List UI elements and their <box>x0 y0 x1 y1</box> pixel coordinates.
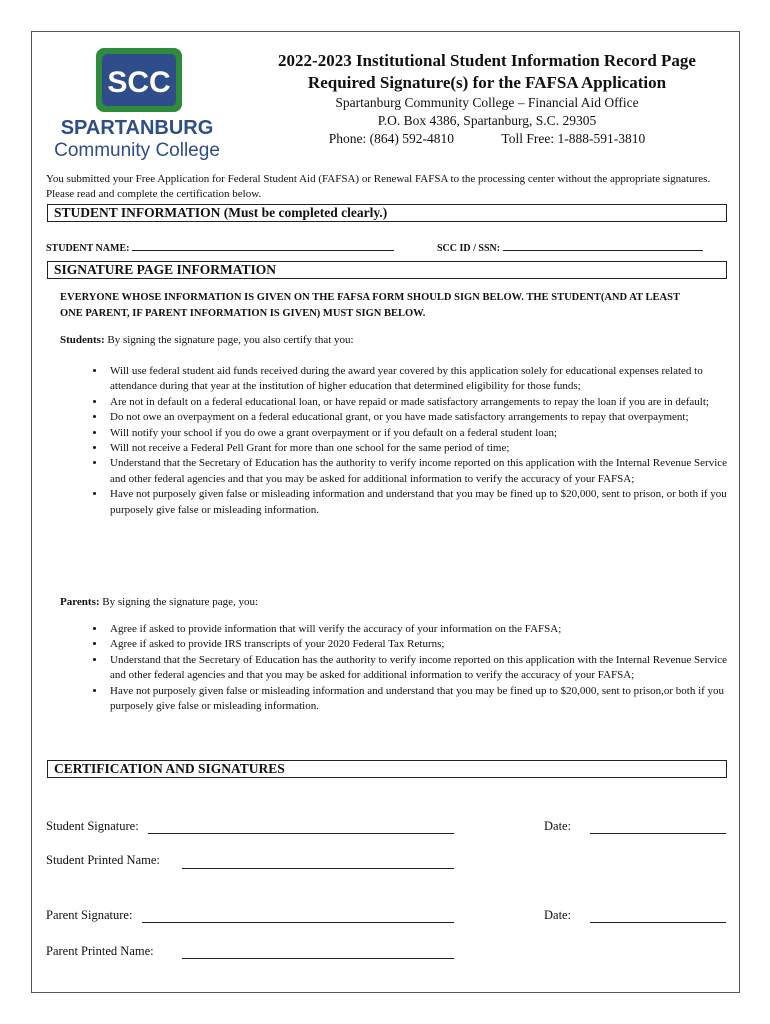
scc-logo-mark <box>52 46 222 162</box>
list-item: • Have not purposely given false or misleading information and understand that you may be fined up to $20,000, sent to prison, or both if you purposely give false or misleading information. <box>106 487 740 518</box>
student-printed-name-field[interactable] <box>182 868 454 869</box>
scc-id-label: SCC ID / SSN: <box>437 243 501 254</box>
parent-certification-list <box>88 622 740 714</box>
student-signature-field[interactable] <box>148 833 454 834</box>
parent-printed-name-label: Parent Printed Name: <box>46 944 154 958</box>
parent-date-label: Date: <box>544 908 572 922</box>
list-item: • Understand that the Secretary of Education has the authority to verify income reported on this application with the Internal Revenue Service and other federal agencies and that you may be asked for additional information to verify the accuracy of your FAFSA; <box>106 653 740 684</box>
list-item: • Are not in default on a federal educational loan, or have repaid or made satisfactory arrangements to repay the loan if you are in default; <box>106 395 740 410</box>
scc-id-row <box>437 240 703 254</box>
phone-number: Phone: (864) 592-4810 <box>328 131 455 146</box>
students-label: Students: <box>60 334 105 346</box>
student-name-field[interactable] <box>132 240 394 251</box>
page-title: 2022-2023 Institutional Student Information Record Page <box>278 51 696 70</box>
logo-word-2: Community College <box>54 140 220 161</box>
list-item: • Understand that the Secretary of Education has the authority to verify income reported on this application with the Internal Revenue Service and other federal agencies and that you may be asked for additional information to verify the accuracy of your FAFSA; <box>106 456 740 487</box>
form-page <box>31 31 740 993</box>
parent-date-field[interactable] <box>590 922 726 923</box>
scc-logo <box>52 46 222 162</box>
page-subtitle: Required Signature(s) for the FAFSA Application <box>307 73 667 92</box>
students-text: By signing the signature page, you also certify that you: <box>104 334 354 346</box>
students-intro <box>60 334 354 346</box>
header <box>242 50 732 148</box>
office-address: P.O. Box 4386, Spartanburg, S.C. 29305 <box>377 113 597 128</box>
student-date-label: Date: <box>544 819 572 833</box>
office-name: Spartanburg Community College – Financial Aid Office <box>335 95 639 110</box>
list-item: • Will use federal student aid funds received during the award year covered by this application solely for educational expenses related to attendance during that year at the institution of higher education that determined eligibility for those funds; <box>106 364 740 395</box>
list-item: • Have not purposely given false or misleading information and understand that you may be fined up to $20,000, sent to prison,or both if you purposely give false or misleading information. <box>106 684 740 715</box>
parents-label: Parents: <box>60 596 100 608</box>
logo-word-1: SPARTANBURG <box>60 117 214 139</box>
student-certification-list <box>88 364 740 518</box>
parent-signature-label: Parent Signature: <box>46 908 133 922</box>
signature-warning: EVERYONE WHOSE INFORMATION IS GIVEN ON THE FAFSA FORM SHOULD SIGN BELOW. THE STUDENT(AND AT LEAST ONE PARENT, IF PARENT INFORMATION IS GIVEN) MUST SIGN BELOW. <box>60 292 680 319</box>
scc-id-field[interactable] <box>503 240 703 251</box>
toll-free-number: Toll Free: 1-888-591-3810 <box>501 131 646 146</box>
certification-heading: CERTIFICATION AND SIGNATURES <box>47 760 727 778</box>
signature-info-heading: SIGNATURE PAGE INFORMATION <box>47 261 727 279</box>
logo-mark-text: SCC <box>107 66 171 99</box>
parents-text: By signing the signature page, you: <box>99 596 259 608</box>
student-signature-label: Student Signature: <box>46 819 139 833</box>
student-name-row <box>46 240 394 254</box>
student-name-label: STUDENT NAME: <box>46 243 130 254</box>
parent-printed-name-field[interactable] <box>182 958 454 959</box>
list-item: • Agree if asked to provide IRS transcripts of your 2020 Federal Tax Returns; <box>106 637 740 652</box>
list-item: • Will notify your school if you do owe a grant overpayment or if you default on a federal student loan; <box>106 426 740 441</box>
parent-signature-field[interactable] <box>142 922 454 923</box>
contact-row <box>242 130 732 148</box>
list-item: • Agree if asked to provide information that will verify the accuracy of your information on the FAFSA; <box>106 622 740 637</box>
list-item: • Do not owe an overpayment on a federal educational grant, or you have made satisfactory arrangements to repay that overpayment; <box>106 410 740 425</box>
student-date-field[interactable] <box>590 833 726 834</box>
list-item: • Will not receive a Federal Pell Grant for more than one school for the same period of time; <box>106 441 740 456</box>
parents-intro <box>60 596 258 608</box>
intro-text: You submitted your Free Application for Federal Student Aid (FAFSA) or Renewal FAFSA to the processing center without the appropriate signatures. Please read and complete the certification below. <box>46 173 711 200</box>
student-printed-name-label: Student Printed Name: <box>46 853 160 867</box>
student-info-heading: STUDENT INFORMATION (Must be completed clearly.) <box>47 204 727 222</box>
